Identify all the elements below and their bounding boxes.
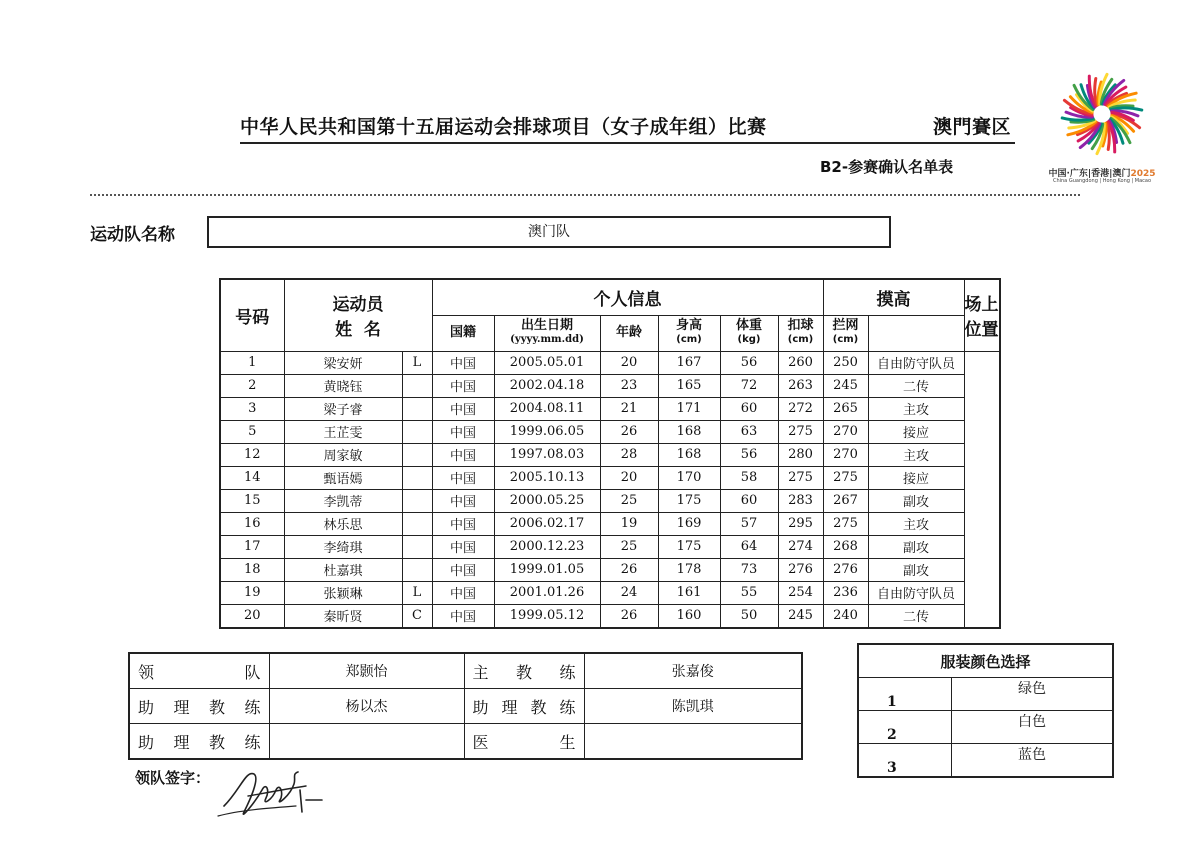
- cell-name: 李绮琪: [284, 535, 402, 558]
- cell-nationality: 中国: [432, 420, 494, 443]
- cell-age: 23: [600, 374, 658, 397]
- cell-height: 161: [658, 581, 720, 604]
- uniform-row: [858, 678, 1113, 711]
- staff-role: [129, 689, 269, 724]
- cell-name: 张颖琳: [284, 581, 402, 604]
- cell-height: 160: [658, 604, 720, 628]
- staff-name-field[interactable]: [584, 724, 802, 760]
- roster-body: [220, 351, 1000, 628]
- cell-spike: 275: [778, 420, 823, 443]
- cell-name: 秦昕贤: [284, 604, 402, 628]
- uniform-body: [858, 678, 1113, 778]
- cell-name: 梁安妍: [284, 351, 402, 374]
- table-row: [220, 535, 1000, 558]
- cell-spike: 280: [778, 443, 823, 466]
- role-char: 练: [244, 697, 261, 717]
- logo-subcaption: China Guangdong | Hong Kong | Macao: [1052, 178, 1152, 184]
- cell-number: 15: [220, 489, 284, 512]
- cell-dob: 2004.08.11: [494, 397, 600, 420]
- role-char: 助: [138, 697, 155, 717]
- signature-label: 领队签字：: [135, 769, 211, 787]
- cell-height: 175: [658, 489, 720, 512]
- cell-name: 梁子睿: [284, 397, 402, 420]
- cell-weight: 50: [720, 604, 778, 628]
- header-reach: 摸高: [823, 279, 964, 315]
- roster-table: [219, 278, 1001, 629]
- cell-block: 267: [823, 489, 868, 512]
- cell-weight: 56: [720, 443, 778, 466]
- cell-dob: 2000.05.25: [494, 489, 600, 512]
- cell-position: 副攻: [868, 489, 964, 512]
- cell-block: 270: [823, 420, 868, 443]
- header-position: [964, 279, 1000, 351]
- header-weight-label: 体重: [735, 318, 762, 333]
- role-char: 教: [530, 697, 547, 717]
- cell-mark: L: [402, 351, 432, 374]
- cell-number: 18: [220, 558, 284, 581]
- header-athlete: [284, 279, 432, 351]
- header-personal-info: 个人信息: [432, 279, 823, 315]
- cell-age: 21: [600, 397, 658, 420]
- cell-position: 接应: [868, 466, 964, 489]
- cell-nationality: 中国: [432, 604, 494, 628]
- role-char: 生: [559, 732, 576, 752]
- cell-spike: 254: [778, 581, 823, 604]
- header-dob: [494, 315, 600, 351]
- cell-dob: 2005.05.01: [494, 351, 600, 374]
- team-name-label: 运动队名称: [90, 225, 175, 245]
- cell-age: 28: [600, 443, 658, 466]
- cell-mark: [402, 443, 432, 466]
- cell-mark: [402, 374, 432, 397]
- cell-position: 主攻: [868, 512, 964, 535]
- header-position-line1: 场上: [964, 295, 999, 316]
- team-name-field: 澳门队: [207, 216, 891, 248]
- role-char: 理: [173, 732, 190, 752]
- cell-age: 25: [600, 489, 658, 512]
- cell-weight: 57: [720, 512, 778, 535]
- staff-row: [129, 653, 802, 689]
- role-char: 主: [472, 662, 489, 682]
- staff-row: [129, 724, 802, 760]
- cell-spike: 274: [778, 535, 823, 558]
- handwritten-signature-icon: [210, 760, 340, 822]
- cell-name: 甄语嫣: [284, 466, 402, 489]
- uniform-index: 2: [858, 711, 952, 744]
- role-char: 教: [208, 697, 225, 717]
- header-athlete-line1: 运动员: [332, 295, 384, 316]
- role-label: [473, 660, 576, 683]
- cell-weight: 63: [720, 420, 778, 443]
- cell-spike: 276: [778, 558, 823, 581]
- cell-position: 主攻: [868, 397, 964, 420]
- header-spike-label: 扣球: [787, 318, 814, 333]
- header-height-label: 身高: [675, 318, 702, 333]
- role-char: 领: [138, 662, 155, 682]
- cell-age: 24: [600, 581, 658, 604]
- cell-number: 17: [220, 535, 284, 558]
- cell-weight: 58: [720, 466, 778, 489]
- cell-number: 1: [220, 351, 284, 374]
- role-label: [138, 695, 261, 718]
- cell-position: 副攻: [868, 535, 964, 558]
- table-row: [220, 374, 1000, 397]
- staff-name-field[interactable]: 张嘉俊: [584, 653, 802, 689]
- cell-block: 250: [823, 351, 868, 374]
- uniform-row: [858, 711, 1113, 744]
- table-row: [220, 351, 1000, 374]
- cell-name: 杜嘉琪: [284, 558, 402, 581]
- staff-role: [129, 653, 269, 689]
- cell-position: 接应: [868, 420, 964, 443]
- cell-number: 19: [220, 581, 284, 604]
- cell-position: 二传: [868, 604, 964, 628]
- cell-age: 20: [600, 351, 658, 374]
- cell-nationality: 中国: [432, 489, 494, 512]
- header-weight: [720, 315, 778, 351]
- staff-name-field[interactable]: 杨以杰: [269, 689, 464, 724]
- header-spike: [778, 315, 823, 351]
- role-label: [138, 730, 261, 753]
- cell-age: 19: [600, 512, 658, 535]
- cell-spike: 260: [778, 351, 823, 374]
- cell-spike: 295: [778, 512, 823, 535]
- cell-number: 12: [220, 443, 284, 466]
- cell-weight: 64: [720, 535, 778, 558]
- staff-table: [128, 652, 803, 760]
- cell-age: 26: [600, 420, 658, 443]
- cell-name: 林乐思: [284, 512, 402, 535]
- cell-age: 25: [600, 535, 658, 558]
- cell-block: 240: [823, 604, 868, 628]
- header-block: [823, 315, 868, 351]
- cell-dob: 1999.01.05: [494, 558, 600, 581]
- table-row: [220, 443, 1000, 466]
- role-label: [473, 730, 576, 753]
- cell-nationality: 中国: [432, 512, 494, 535]
- staff-body: [129, 653, 802, 759]
- role-char: 练: [559, 662, 576, 682]
- staff-role: [464, 724, 584, 760]
- table-row: [220, 489, 1000, 512]
- region-text: 澳門賽区: [932, 116, 1011, 138]
- table-row: [220, 512, 1000, 535]
- flower-emblem-icon: [1042, 70, 1162, 170]
- cell-block: 265: [823, 397, 868, 420]
- cell-weight: 73: [720, 558, 778, 581]
- role-char: 练: [559, 697, 576, 717]
- cell-name: 王芷雯: [284, 420, 402, 443]
- staff-row: [129, 689, 802, 724]
- uniform-row: [858, 744, 1113, 778]
- cell-nationality: 中国: [432, 443, 494, 466]
- table-row: [220, 397, 1000, 420]
- cell-block: 275: [823, 466, 868, 489]
- uniform-color-table: [857, 643, 1114, 778]
- table-row: [220, 420, 1000, 443]
- cell-height: 168: [658, 420, 720, 443]
- cell-spike: 275: [778, 466, 823, 489]
- cell-name: 黄晓钰: [284, 374, 402, 397]
- cell-position: 二传: [868, 374, 964, 397]
- cell-dob: 2002.04.18: [494, 374, 600, 397]
- cell-block: 268: [823, 535, 868, 558]
- role-char: 理: [501, 697, 518, 717]
- role-char: 教: [515, 662, 532, 682]
- cell-mark: L: [402, 581, 432, 604]
- uniform-index: 3: [858, 744, 952, 778]
- cell-height: 170: [658, 466, 720, 489]
- cell-dob: 1999.05.12: [494, 604, 600, 628]
- title-text: 中华人民共和国第十五届运动会排球项目（女子成年组）比赛: [240, 116, 767, 138]
- logo-caption-main: 中国·广东|香港|澳门: [1048, 169, 1131, 179]
- cell-age: 26: [600, 558, 658, 581]
- document-title: [240, 112, 1015, 144]
- header-weight-unit: (kg): [737, 334, 761, 345]
- cell-block: 245: [823, 374, 868, 397]
- logo-caption-year: 2025: [1130, 169, 1156, 179]
- cell-name: 周家敏: [284, 443, 402, 466]
- header-block-unit: (cm): [832, 334, 859, 345]
- cell-mark: [402, 535, 432, 558]
- role-char: 练: [244, 732, 261, 752]
- cell-mark: [402, 489, 432, 512]
- cell-height: 165: [658, 374, 720, 397]
- header-athlete-line2: 姓 名: [335, 320, 381, 341]
- table-row: [220, 466, 1000, 489]
- cell-mark: C: [402, 604, 432, 628]
- cell-position: 自由防守队员: [868, 351, 964, 374]
- cell-dob: 1999.06.05: [494, 420, 600, 443]
- cell-nationality: 中国: [432, 374, 494, 397]
- cell-block: 270: [823, 443, 868, 466]
- cell-spike: 283: [778, 489, 823, 512]
- cell-name: 李凯蒂: [284, 489, 402, 512]
- uniform-color: 蓝色: [952, 744, 1114, 778]
- role-char: 队: [244, 662, 261, 682]
- header-dob-format: (yyyy.mm.dd): [510, 334, 584, 345]
- staff-role: [464, 689, 584, 724]
- cell-block: 236: [823, 581, 868, 604]
- cell-height: 178: [658, 558, 720, 581]
- cell-block: 275: [823, 512, 868, 535]
- header-height-unit: (cm): [676, 334, 702, 345]
- cell-position: 副攻: [868, 558, 964, 581]
- staff-name-field[interactable]: [269, 724, 464, 760]
- cell-dob: 2006.02.17: [494, 512, 600, 535]
- cell-weight: 72: [720, 374, 778, 397]
- header-spike-unit: (cm): [787, 334, 814, 345]
- cell-weight: 55: [720, 581, 778, 604]
- table-row: [220, 581, 1000, 604]
- cell-number: 20: [220, 604, 284, 628]
- table-row: [220, 558, 1000, 581]
- cell-age: 20: [600, 466, 658, 489]
- table-row: [220, 604, 1000, 628]
- staff-name-field[interactable]: 陈凯琪: [584, 689, 802, 724]
- uniform-index: 1: [858, 678, 952, 711]
- cell-position: 自由防守队员: [868, 581, 964, 604]
- cell-mark: [402, 420, 432, 443]
- cell-dob: 1997.08.03: [494, 443, 600, 466]
- uniform-color: 绿色: [952, 678, 1114, 711]
- cell-number: 3: [220, 397, 284, 420]
- role-char: 助: [472, 697, 489, 717]
- header-height: [658, 315, 720, 351]
- role-char: 医: [472, 732, 489, 752]
- cell-height: 169: [658, 512, 720, 535]
- staff-role: [129, 724, 269, 760]
- cell-number: 5: [220, 420, 284, 443]
- role-label: [473, 695, 576, 718]
- uniform-title: 服装颜色选择: [858, 644, 1113, 678]
- cell-nationality: 中国: [432, 397, 494, 420]
- cell-height: 171: [658, 397, 720, 420]
- cell-mark: [402, 512, 432, 535]
- cell-height: 167: [658, 351, 720, 374]
- cell-number: 14: [220, 466, 284, 489]
- cell-spike: 272: [778, 397, 823, 420]
- cell-weight: 60: [720, 397, 778, 420]
- cell-height: 168: [658, 443, 720, 466]
- cell-nationality: 中国: [432, 466, 494, 489]
- role-label: [138, 660, 261, 683]
- cell-position: 主攻: [868, 443, 964, 466]
- cell-weight: 60: [720, 489, 778, 512]
- staff-role: [464, 653, 584, 689]
- header-block-label: 拦网: [832, 318, 859, 333]
- staff-name-field[interactable]: 郑颢怡: [269, 653, 464, 689]
- cell-height: 175: [658, 535, 720, 558]
- header-dob-label: 出生日期: [520, 318, 573, 333]
- cell-age: 26: [600, 604, 658, 628]
- role-char: 理: [173, 697, 190, 717]
- cell-spike: 263: [778, 374, 823, 397]
- cell-nationality: 中国: [432, 558, 494, 581]
- cell-dob: 2005.10.13: [494, 466, 600, 489]
- cell-dob: 2000.12.23: [494, 535, 600, 558]
- header-age: 年龄: [600, 315, 658, 351]
- cell-weight: 56: [720, 351, 778, 374]
- cell-spike: 245: [778, 604, 823, 628]
- header-number: 号码: [220, 279, 284, 351]
- cell-block: 276: [823, 558, 868, 581]
- cell-nationality: 中国: [432, 535, 494, 558]
- role-char: 教: [208, 732, 225, 752]
- cell-mark: [402, 558, 432, 581]
- uniform-color: 白色: [952, 711, 1114, 744]
- role-char: 助: [138, 732, 155, 752]
- cell-mark: [402, 397, 432, 420]
- cell-nationality: 中国: [432, 351, 494, 374]
- cell-number: 16: [220, 512, 284, 535]
- cell-number: 2: [220, 374, 284, 397]
- cell-nationality: 中国: [432, 581, 494, 604]
- cell-mark: [402, 466, 432, 489]
- form-subtitle: B2-参赛确认名单表: [820, 158, 954, 176]
- header-nationality: 国籍: [432, 315, 494, 351]
- cell-dob: 2001.01.26: [494, 581, 600, 604]
- header-position-line2: 位置: [964, 320, 999, 341]
- dotted-divider: [90, 194, 1080, 196]
